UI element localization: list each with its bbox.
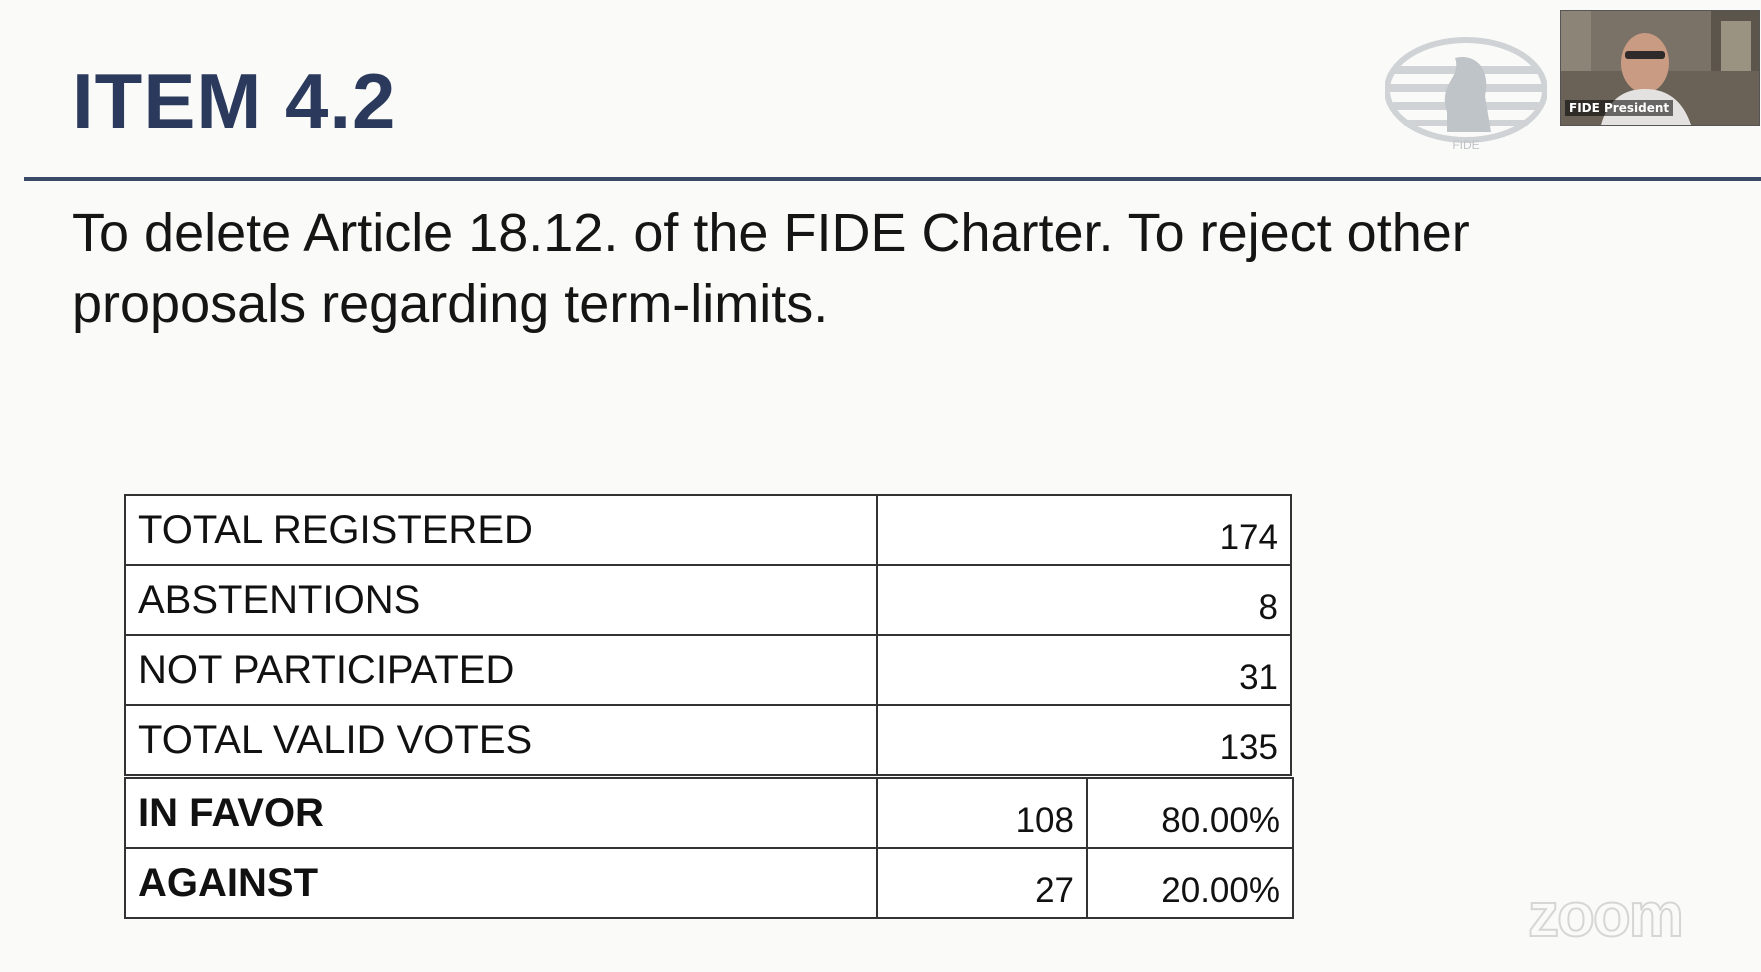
logo-text: FIDE [1452, 138, 1480, 152]
row-label: TOTAL VALID VOTES [125, 705, 877, 775]
table-row [125, 635, 1291, 705]
row-label: ABSTENTIONS [125, 565, 877, 635]
row-value: 8 [877, 565, 1291, 635]
zoom-watermark: zoom [1528, 881, 1682, 950]
table-row [125, 495, 1291, 565]
row-count: 27 [877, 848, 1087, 918]
row-percent: 80.00% [1087, 778, 1293, 848]
vote-result-table [124, 777, 1294, 919]
table-row [125, 778, 1293, 848]
slide-title: ITEM 4.2 [72, 57, 397, 145]
title-divider [24, 177, 1761, 181]
fide-logo [1385, 36, 1547, 152]
row-value: 174 [877, 495, 1291, 565]
participant-name: FIDE President [1565, 100, 1673, 116]
row-value: 31 [877, 635, 1291, 705]
row-percent: 20.00% [1087, 848, 1293, 918]
row-label: IN FAVOR [125, 778, 877, 848]
table-row [125, 848, 1293, 918]
table-row [125, 565, 1291, 635]
participant-video-tile[interactable] [1560, 10, 1760, 126]
table-row [125, 705, 1291, 775]
row-label: AGAINST [125, 848, 877, 918]
vote-summary-table [124, 494, 1292, 776]
row-value: 135 [877, 705, 1291, 775]
slide-subtitle: To delete Article 18.12. of the FIDE Charter. To reject other proposals regarding term-limits. [72, 203, 1470, 334]
row-count: 108 [877, 778, 1087, 848]
row-label: TOTAL REGISTERED [125, 495, 877, 565]
row-label: NOT PARTICIPATED [125, 635, 877, 705]
